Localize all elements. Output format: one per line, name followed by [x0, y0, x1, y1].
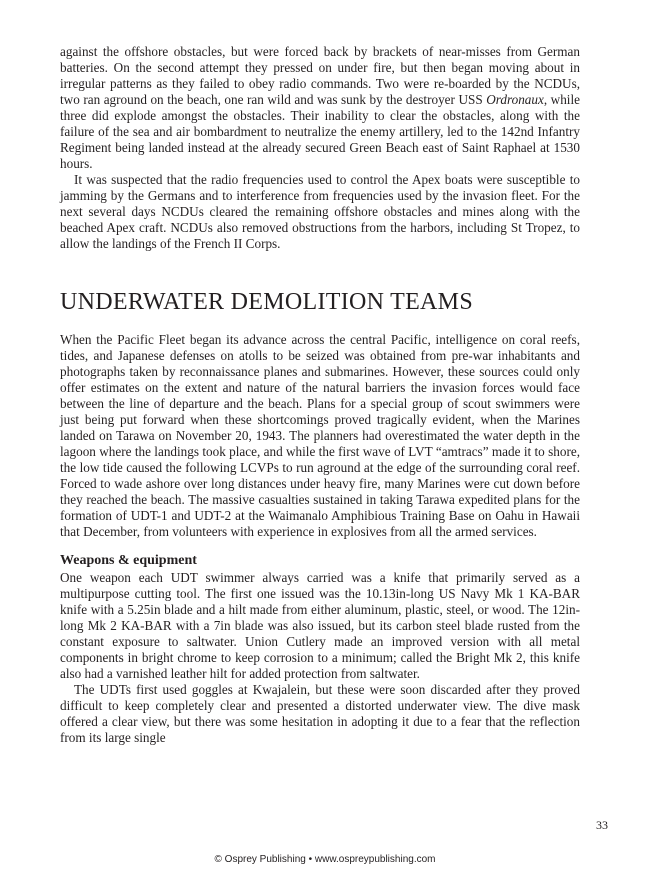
body-paragraph-3: When the Pacific Fleet began its advance across the central Pacific, intelligence on coral reefs, tides, and Japanese defenses on atolls to be seized was obtained from pre-war inhabitants and photographs taken by reconnaissance planes and submarines. However, these sources could only offer estimates on the extent and nature of the natural barriers the invasion forces would face between the line of departure and the beach. Plans for a special group of scout swimmers were just being put forward when these shortcomings proved tragically evident, when the Marines landed on Tarawa on November 20, 1943. The planners had overestimated the water depth in the lagoon where the landings took place, and while the first wave of LVT “amtracs” made it to shore, the low tide caused the following LCVPs to run aground at the edge of the surrounding coral reef. Forced to wade ashore over long distances under heavy fire, many Marines were cut down before they reached the beach. The massive casualties sustained in taking Tarawa expedited plans for the formation of UDT-1 and UDT-2 at the Waimanalo Amphibious Training Base on Oahu in Hawaii that December, from volunteers with experience in explosives from all the armed services. [60, 332, 580, 539]
paragraph-text: , while three did explode amongst the obstacles. Their inability to clear the obstacles, along with the failure of the sea and air bombardment to neutralize the enemy artillery, led to the 142nd Infantry Regiment being landed instead at the already secured Green Beach east of Saint Raphael at 1530 hours. [60, 92, 580, 171]
subsection-heading: Weapons & equipment [60, 553, 197, 568]
section-heading: UNDERWATER DEMOLITION TEAMS [60, 289, 473, 315]
body-paragraph-2: It was suspected that the radio frequencies used to control the Apex boats were susceptible to jamming by the Germans and to interference from frequencies used by the invasion fleet. For the next several days NCDUs cleared the remaining offshore obstacles and mines along with the beached Apex craft. NCDUs also removed obstructions from the harbors, including St Tropez, to allow the landings of the French II Corps. [60, 172, 580, 251]
page-number: 33 [596, 818, 608, 832]
footer-copyright: © Osprey Publishing • www.ospreypublishing.com [214, 854, 436, 865]
body-paragraph-5: The UDTs first used goggles at Kwajalein, but these were soon discarded after they proved difficult to keep completely clear and presented a distorted underwater view. The dive mask offered a clear view, but there was some hesitation in adopting it due to a fear that the reflection from its large single [60, 682, 580, 745]
body-paragraph-4: One weapon each UDT swimmer always carried was a knife that primarily served as a multipurpose cutting tool. The first one issued was the 10.13in-long US Navy Mk 1 KA-BAR knife with a 5.25in blade and a hilt made from either aluminum, plastic, steel, or wood. The 12in-long Mk 2 KA-BAR with a 7in blade was also issued, but its carbon steel blade rusted from the constant exposure to saltwater. Union Cutlery made an improved version with all metal components in bright chrome to keep corrosion to a minimum; called the Bright Mk 2, this knife also had a varnished leather hilt for added protection from saltwater. [60, 570, 580, 681]
body-paragraph-1 [60, 44, 580, 172]
paragraph-text: against the offshore obstacles, but were forced back by brackets of near-misses from German batteries. On the second attempt they pressed on under fire, but then began moving about in irregular patterns as they failed to obey radio commands. Two were re-boarded by the NCDUs, two ran aground on the beach, one ran wild and was sunk by the destroyer USS [60, 44, 580, 107]
ship-name: Ordronaux [486, 92, 544, 107]
page-content [60, 44, 580, 746]
